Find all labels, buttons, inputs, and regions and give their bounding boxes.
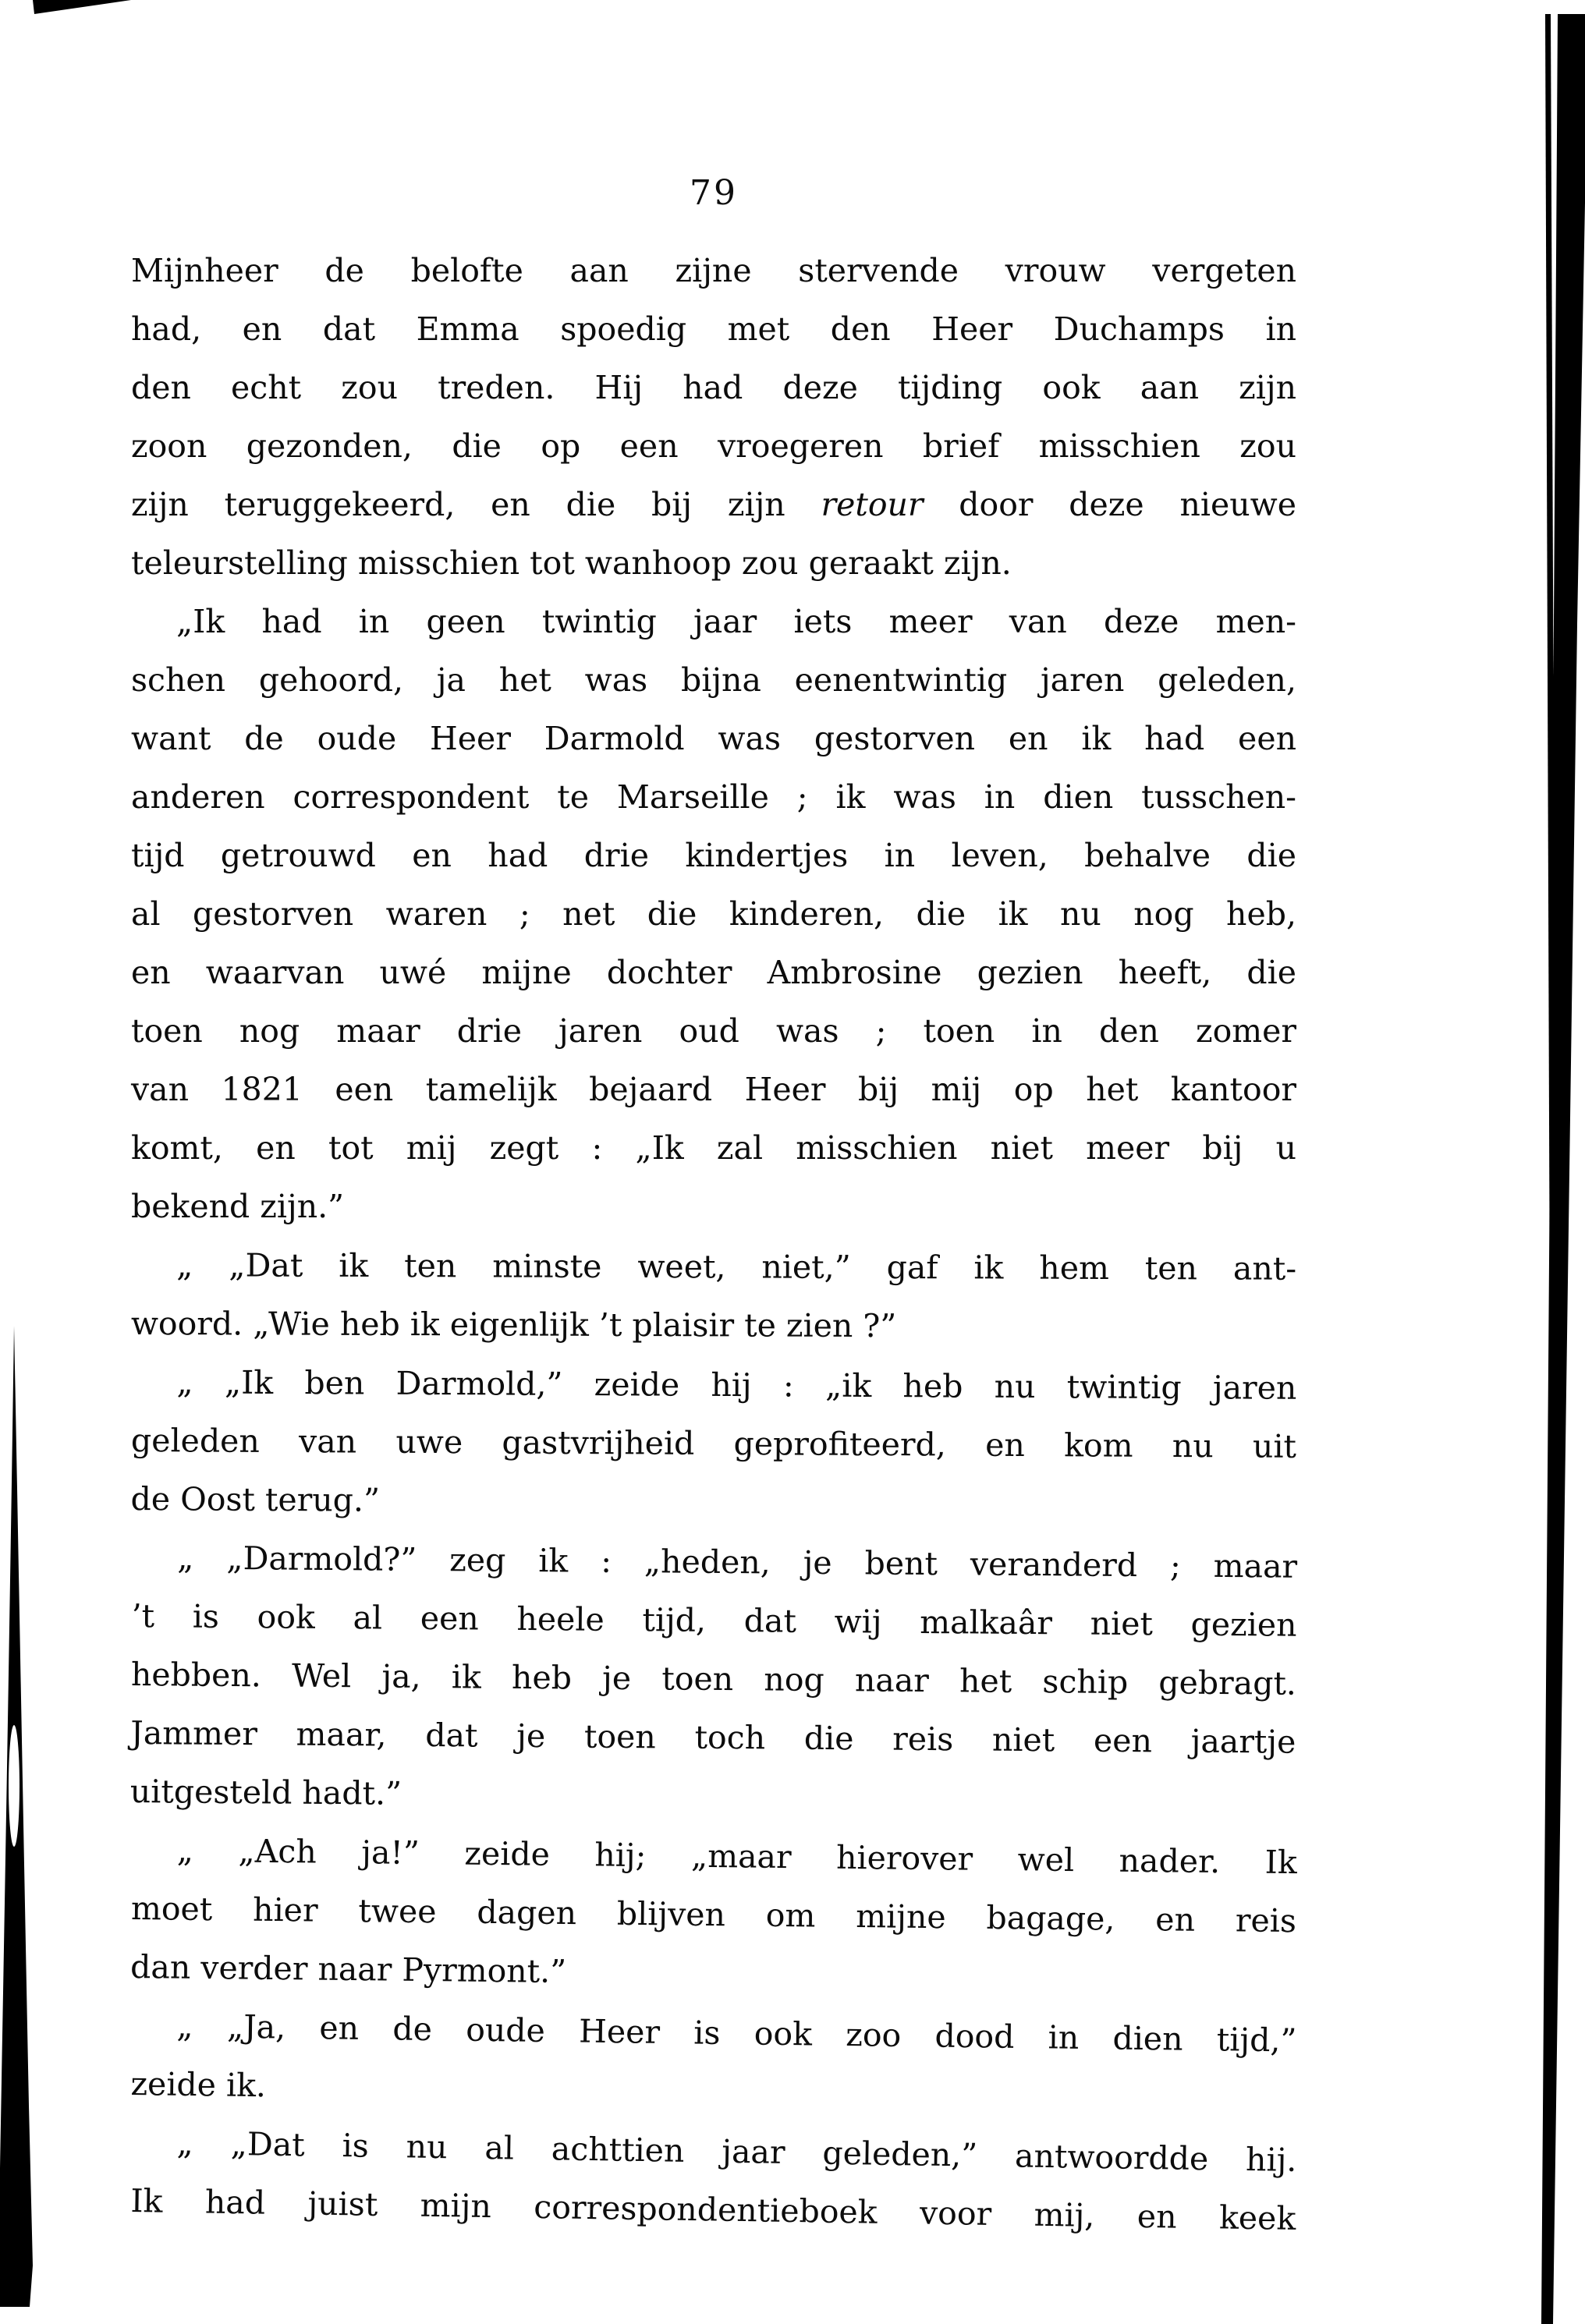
text-line: „ „Dat ik ten minste weet, niet,” gaf ik hem ten ant- bbox=[176, 1246, 1297, 1288]
text-line: „ „Dat is nu al achttien jaar geleden,” antwoordde hij. bbox=[176, 2124, 1297, 2179]
text-line bbox=[131, 476, 1296, 534]
text-line: bekend zijn.” bbox=[131, 1188, 345, 1225]
text-run: door deze nieuwe bbox=[923, 486, 1296, 523]
text-line: toen nog maar drie jaren oud was ; toen in den zomer bbox=[131, 1012, 1296, 1050]
text-line: moet hier twee dagen blijven om mijne bagage, en reis bbox=[130, 1890, 1297, 1940]
paragraph bbox=[131, 242, 1296, 593]
paragraph bbox=[130, 1529, 1298, 1830]
text-line: geleden van uwe gastvrijheid geprofiteerd, en kom nu uit bbox=[130, 1422, 1297, 1465]
text-line: Mijnheer de belofte aan zijne stervende vrouw vergeten bbox=[131, 252, 1296, 289]
page-number: 79 bbox=[690, 173, 738, 213]
text-line: tijd getrouwd en had drie kindertjes in leven, behalve die bbox=[131, 837, 1296, 874]
text-line: „ „Ik ben Darmold,” zeide hij : „ik heb nu twintig jaren bbox=[176, 1363, 1297, 1407]
text-line: al gestorven waren ; net die kinderen, die ik nu nog heb, bbox=[131, 895, 1296, 933]
text-line: hebben. Wel ja, ik heb je toen nog naar het schip gebragt. bbox=[130, 1656, 1297, 1702]
text-line: dan verder naar Pyrmont.” bbox=[129, 1947, 567, 1991]
text-line: Ik had juist mijn correspondentieboek voor mij, en keek bbox=[130, 2181, 1296, 2237]
text-line: Jammer maar, dat je toen toch die reis niet een jaartje bbox=[130, 1713, 1296, 1761]
text-line: teleurstelling misschien tot wanhoop zou geraakt zijn. bbox=[131, 544, 1012, 582]
text-line: den echt zou treden. Hij had deze tijding ook aan zijn bbox=[131, 369, 1296, 406]
text-line: had, en dat Emma spoedig met den Heer Duchamps in bbox=[131, 310, 1296, 348]
text-line: en waarvan uwé mijne dochter Ambrosine gezien heeft, die bbox=[131, 954, 1296, 991]
text-line: „Ik had in geen twintig jaar iets meer van deze men- bbox=[176, 603, 1296, 640]
text-line: van 1821 een tamelijk bejaard Heer bij mij op het kantoor bbox=[131, 1071, 1296, 1108]
scan-artifact-right-gutter-band bbox=[1541, 14, 1585, 2324]
text-line: zeide ik. bbox=[130, 2064, 267, 2105]
scan-artifact-top-left-wedge bbox=[33, 0, 131, 14]
text-line: anderen correspondent te Marseille ; ik was in dien tusschen- bbox=[131, 778, 1296, 816]
text-line: „ „Darmold?” zeg ik : „heden, je bent veranderd ; maar bbox=[176, 1539, 1298, 1585]
text-line: de Oost terug.” bbox=[130, 1479, 381, 1519]
paragraph bbox=[131, 593, 1296, 1236]
text-line: schen gehoord, ja het was bijna eenentwintig jaren geleden, bbox=[131, 661, 1296, 699]
text-line: want de oude Heer Darmold was gestorven en ik had een bbox=[131, 720, 1296, 757]
text-line: „ „Ach ja!” zeide hij; „maar hierover wel nader. Ik bbox=[176, 1831, 1297, 1882]
text-line: woord. „Wie heb ik eigenlijk ’t plaisir te zien ?” bbox=[130, 1304, 897, 1345]
scan-artifact-right-thin-line bbox=[1545, 14, 1556, 1343]
paragraph bbox=[131, 1236, 1296, 1357]
text-line: „ „Ja, en de oude Heer is ook zoo dood in dien tijd,” bbox=[176, 2007, 1297, 2060]
scan-artifact-left-blob-hole bbox=[9, 1725, 20, 1847]
paragraph bbox=[130, 1821, 1297, 2009]
italic-text: retour bbox=[821, 486, 924, 523]
text-line: zoon gezonden, die op een vroegeren brief misschien zou bbox=[131, 427, 1296, 465]
paragraph bbox=[130, 1353, 1296, 1535]
text-line: uitgesteld hadt.” bbox=[129, 1772, 402, 1812]
body-text bbox=[129, 242, 1298, 2237]
scan-artifact-left-blob bbox=[0, 1326, 33, 2307]
text-line: komt, en tot mij zegt : „Ik zal misschien niet meer bij u bbox=[131, 1129, 1296, 1167]
text-run: zijn teruggekeerd, en die bij zijn bbox=[131, 486, 821, 523]
text-line: ’t is ook al een heele tijd, dat wij malkaâr niet gezien bbox=[131, 1597, 1297, 1644]
paragraph bbox=[130, 1996, 1297, 2129]
paragraph bbox=[130, 2113, 1297, 2248]
